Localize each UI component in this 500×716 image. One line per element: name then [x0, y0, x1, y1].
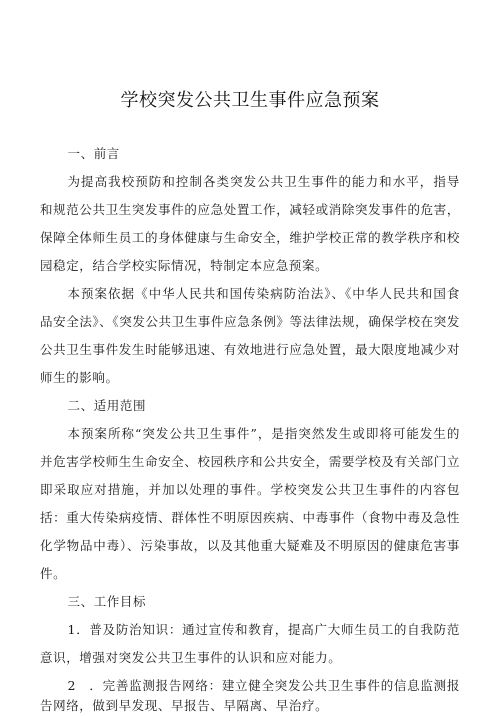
goal-item-1: 1．普及防治知识：通过宣传和教育，提高广大师生员工的自我防范意识，增强对突发公共卫生事件的认识和应对能力。: [40, 622, 460, 665]
paragraph-preface-2: 本预案依据《中华人民共和国传染病防治法》、《中华人民共和国食品安全法》、《突发公共卫生事件应急条例》等法律法规，确保学校在突发公共卫生事件发生时能够迅速、有效地进行应急处置，最大限度地减少对师生的影响。: [40, 286, 460, 385]
goal-item-2: 2 ．完善监测报告网络：建立健全突发公共卫生事件的信息监测报告网络，做到早发现、早报告、早隔离、早治疗。: [40, 678, 460, 713]
paragraph-scope-1: 本预案所称“突发公共卫生事件”，是指突然发生或即将可能发生的并危害学校师生生命安全、校园秩序和公共安全，需要学校及有关部门立即采取应对措施，并加以处理的事件。学校突发公共卫生事件的内容包括：重大传染病疫情、群体性不明原因疾病、中毒事件（食物中毒及急性化学物品中毒）、污染事故，以及其他重大疑难及不明原因的健康危害事件。: [40, 426, 460, 581]
section-heading-preface: 一、前言: [67, 146, 120, 161]
document-body: [40, 140, 460, 716]
document-title: 学校突发公共卫生事件应急预案: [120, 90, 380, 111]
paragraph-preface-1: 为提高我校预防和控制各类突发公共卫生事件的能力和水平，指导和规范公共卫生突发事件的应急处置工作，减轻或消除突发事件的危害，保障全体师生员工的身体健康与生命安全，维护学校正常的教学秩序和校园稳定，结合学校实际情况，特制定本应急预案。: [40, 174, 460, 273]
section-heading-scope: 二、适用范围: [67, 398, 147, 413]
section-heading-goals: 三、工作目标: [67, 594, 147, 609]
